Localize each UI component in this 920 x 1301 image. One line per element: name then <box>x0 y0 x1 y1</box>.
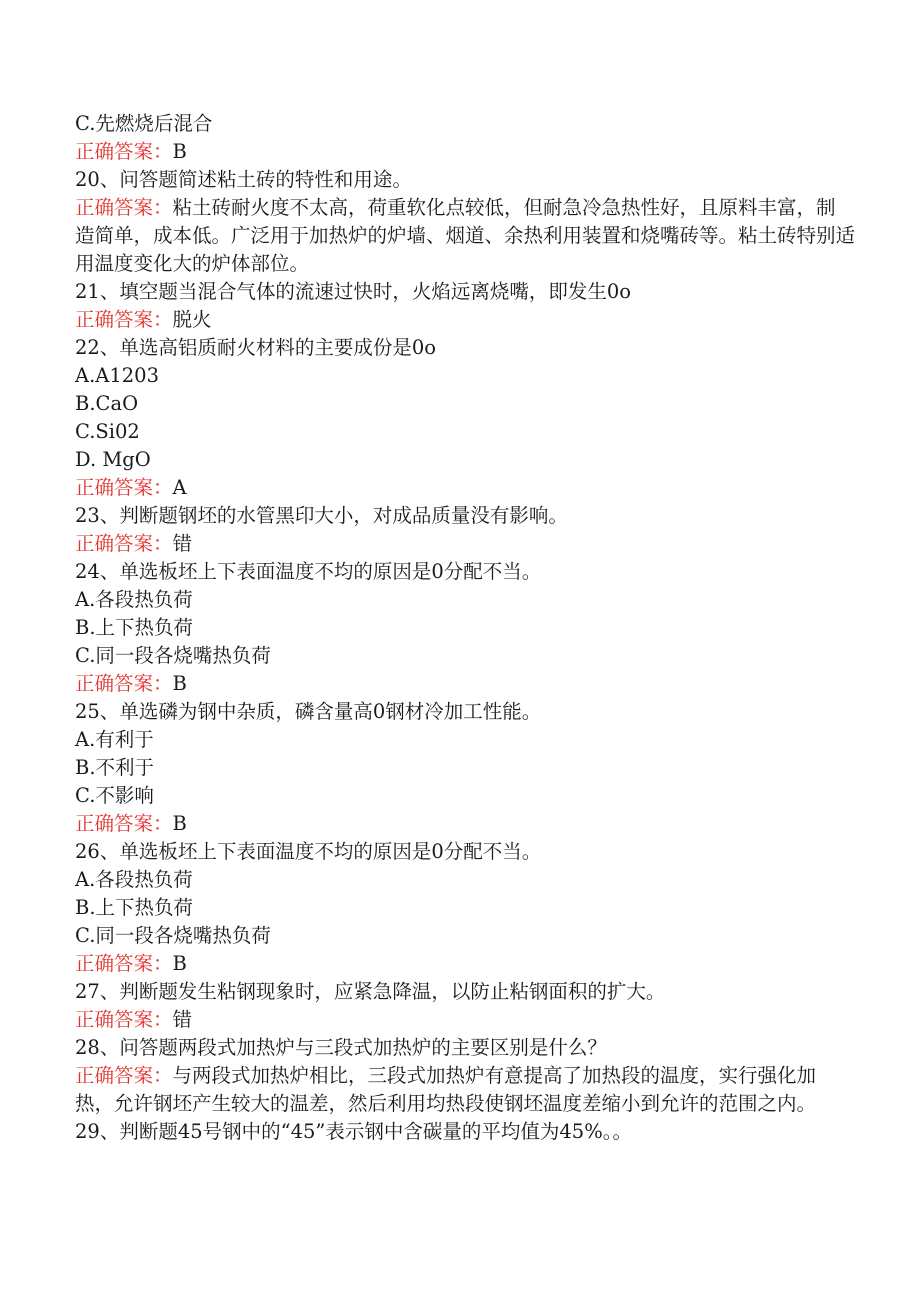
option-line: B.上下热负荷 <box>75 896 194 919</box>
question-line: 23、判断题钢坯的水管黑印大小，对成品质量没有影响。 <box>75 504 568 527</box>
option-line: C.同一段各烧嘴热负荷 <box>75 924 271 947</box>
answer-text: 脱火 <box>172 308 212 331</box>
answer-text: A <box>172 476 187 499</box>
answer-line <box>75 474 855 502</box>
answer-text: 与两段式加热炉相比，三段式加热炉有意提高了加热段的温度，实行强化加热，允许钢坯产生较大的温差，然后利用均热段使钢坯温度差缩小到允许的范围之内。 <box>75 1064 817 1115</box>
option-line: B.上下热负荷 <box>75 616 194 639</box>
answer-label: 正确答案： <box>75 476 173 499</box>
option-line: B.CaO <box>75 392 139 415</box>
answer-label: 正确答案： <box>75 196 173 219</box>
answer-text: 粘土砖耐火度不太高，荷重软化点较低，但耐急冷急热性好，且原料丰富，制造简单，成本低。广泛用于加热炉的炉墙、烟道、余热利用装置和烧嘴砖等。粘土砖特别适用温度变化大的炉体部位。 <box>75 196 856 275</box>
answer-line <box>75 950 855 978</box>
question-line: 27、判断题发生粘钢现象时，应紧急降温，以防止粘钢面积的扩大。 <box>75 980 666 1003</box>
answer-line <box>75 1006 855 1034</box>
answer-label: 正确答案： <box>75 952 173 975</box>
answer-text: 错 <box>172 532 193 555</box>
question-line: 26、单选板坯上下表面温度不均的原因是0分配不当。 <box>75 840 542 863</box>
document-page <box>75 110 855 1146</box>
answer-line <box>75 306 855 334</box>
question-line: 28、问答题两段式加热炉与三段式加热炉的主要区别是什么？ <box>75 1036 607 1059</box>
question-line: 29、判断题45号钢中的“45”表示钢中含碳量的平均值为45%。。 <box>75 1120 632 1143</box>
option-line: A.各段热负荷 <box>75 868 193 891</box>
answer-text: B <box>172 952 187 975</box>
option-line: A.A1203 <box>75 364 159 387</box>
answer-label: 正确答案： <box>75 308 173 331</box>
question-line: 25、单选磷为钢中杂质，磷含量高0钢材冷加工性能。 <box>75 700 542 723</box>
question-line: 22、单选高铝质耐火材料的主要成份是0o <box>75 336 436 359</box>
question-line: 21、填空题当混合气体的流速过快时，火焰远离烧嘴，即发生0o <box>75 280 631 303</box>
answer-text: B <box>172 140 187 163</box>
answer-text: B <box>172 812 187 835</box>
answer-line <box>75 138 855 166</box>
option-line: C.Si02 <box>75 420 140 443</box>
answer-line <box>75 1062 855 1118</box>
option-line: B.不利于 <box>75 756 155 779</box>
answer-line <box>75 670 855 698</box>
answer-label: 正确答案： <box>75 812 173 835</box>
answer-line <box>75 810 855 838</box>
answer-text: B <box>172 672 187 695</box>
option-line: D. MgO <box>75 448 151 471</box>
answer-label: 正确答案： <box>75 1064 173 1087</box>
answer-label: 正确答案： <box>75 140 173 163</box>
answer-label: 正确答案： <box>75 532 173 555</box>
answer-line <box>75 530 855 558</box>
question-line: 20、问答题简述粘土砖的特性和用途。 <box>75 168 412 191</box>
option-line: C.先燃烧后混合 <box>75 112 213 135</box>
option-line: A.有利于 <box>75 728 154 751</box>
answer-line <box>75 194 855 278</box>
option-line: C.不影响 <box>75 784 154 807</box>
option-line: A.各段热负荷 <box>75 588 193 611</box>
question-line: 24、单选板坯上下表面温度不均的原因是0分配不当。 <box>75 560 542 583</box>
answer-text: 错 <box>172 1008 193 1031</box>
option-line: C.同一段各烧嘴热负荷 <box>75 644 271 667</box>
answer-label: 正确答案： <box>75 672 173 695</box>
answer-label: 正确答案： <box>75 1008 173 1031</box>
